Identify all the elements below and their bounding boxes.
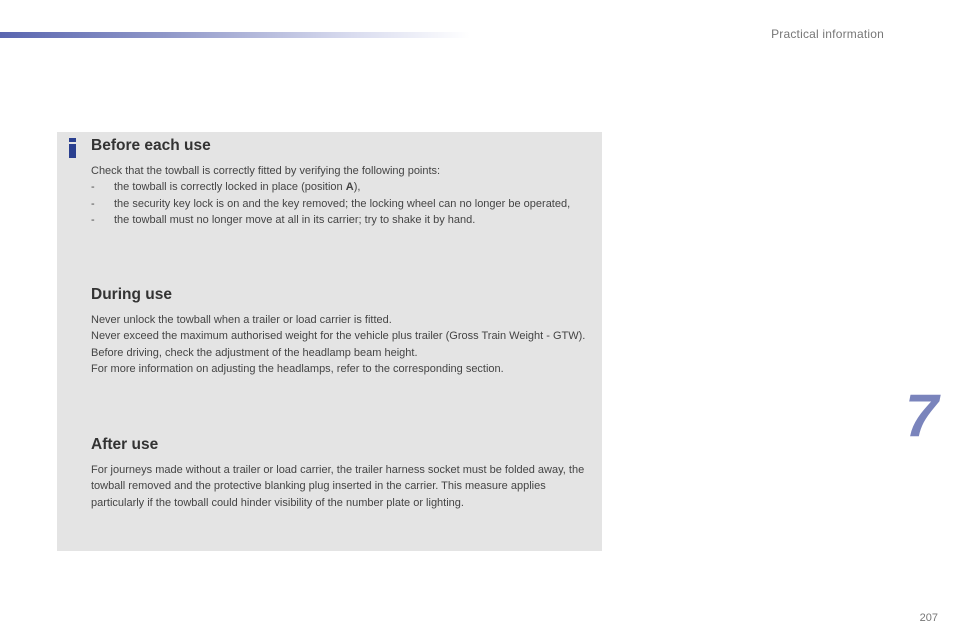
- chapter-number: 7: [905, 382, 939, 449]
- before-use-title: Before each use: [91, 137, 211, 154]
- list-dash: -: [91, 214, 95, 227]
- during-use-line: Never unlock the towball when a trailer or load carrier is fitted.: [91, 314, 392, 326]
- during-use-title: During use: [91, 286, 172, 303]
- after-use-section: [91, 436, 596, 511]
- before-use-list: [91, 179, 596, 228]
- list-dash: -: [91, 181, 95, 194]
- after-use-title: After use: [91, 436, 159, 453]
- list-item: [91, 196, 596, 212]
- before-use-section: [91, 137, 596, 229]
- list-item-text: the towball is correctly locked in place (position: [114, 181, 346, 194]
- list-item-text-end: ),: [353, 181, 361, 194]
- list-item-text: the security key lock is on and the key removed; the locking wheel can no longer be operated,: [114, 197, 571, 210]
- list-item-text: the towball must no longer move at all in its carrier; try to shake it by hand.: [114, 214, 476, 227]
- during-use-section: [91, 286, 596, 378]
- after-use-text: For journeys made without a trailer or load carrier, the trailer harness socket must be folded away, the towball removed and the protective blanking plug inserted in the carrier. This measure applies particularly if the towball could hinder visibility of the number plate or lighting.: [91, 464, 585, 509]
- during-use-line: Before driving, check the adjustment of the headlamp beam height.: [91, 346, 418, 359]
- header-gradient-bar: [0, 32, 470, 38]
- info-icon-dot: [69, 138, 76, 142]
- during-use-line: Never exceed the maximum authorised weight for the vehicle plus trailer (Gross Train Weight - GTW).: [91, 330, 586, 343]
- page-number: 207: [919, 612, 938, 624]
- list-dash: -: [91, 197, 95, 210]
- list-item: [91, 212, 596, 228]
- info-icon: [68, 138, 77, 158]
- info-icon-stem: [69, 144, 76, 158]
- position-label: A: [345, 181, 354, 194]
- during-use-line: For more information on adjusting the headlamps, refer to the corresponding section.: [91, 363, 504, 376]
- section-title: Practical information: [771, 27, 884, 41]
- before-use-intro: Check that the towball is correctly fitted by verifying the following points:: [91, 165, 441, 177]
- list-item: [91, 179, 596, 195]
